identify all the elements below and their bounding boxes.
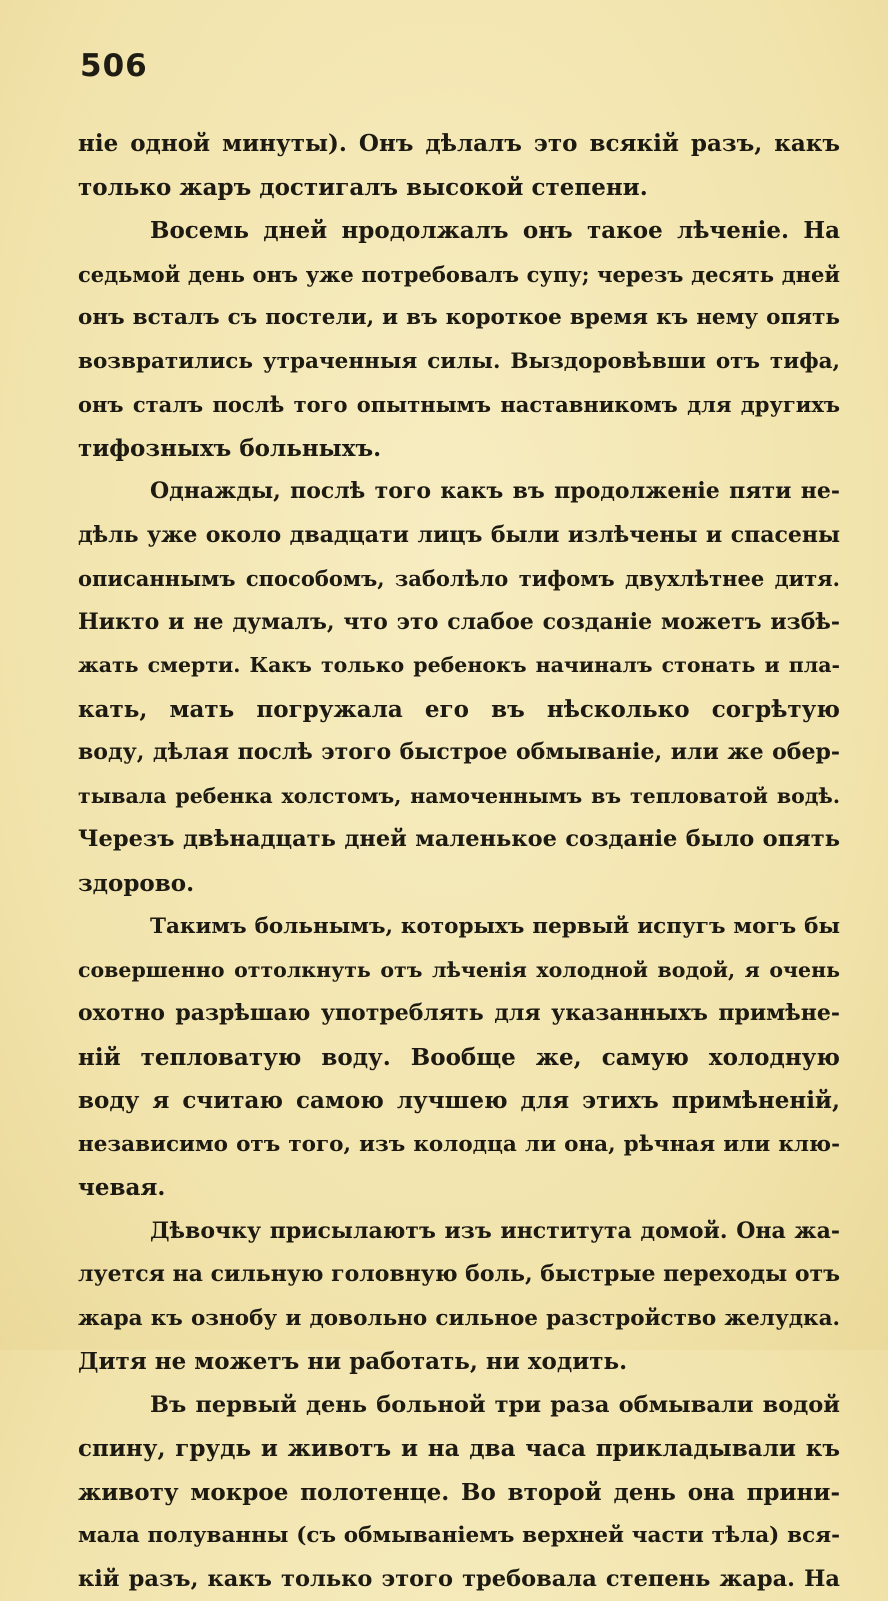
text-line: онъ всталъ съ постели, и въ короткое время къ нему опять [78, 296, 840, 340]
text-line: возвратились утраченныя силы. Выздоровѣвши отъ тифа, [78, 340, 840, 384]
text-line: воду я считаю самою лучшею для этихъ примѣненій, [78, 1079, 840, 1123]
text-line: животу мокрое полотенце. Во второй день она прини- [78, 1471, 840, 1515]
text-line: ній тепловатую воду. Вообще же, самую холодную [78, 1036, 840, 1080]
text-line: только жаръ достигалъ высокой степени. [78, 166, 840, 210]
text-line: Черезъ двѣнадцать дней маленькое созданіе было опять [78, 818, 840, 862]
text-line: жара къ ознобу и довольно сильное разстройство желудка. [78, 1297, 840, 1341]
text-line: ніе одной минуты). Онъ дѣлалъ это всякій разъ, какъ [78, 122, 840, 166]
text-line: тывала ребенка холстомъ, намоченнымъ въ тепловатой водѣ. [78, 775, 840, 819]
text-line: мала полуванны (съ обмываніемъ верхней части тѣла) вся- [78, 1514, 840, 1558]
text-line: тифозныхъ больныхъ. [78, 427, 840, 471]
text-line: Дитя не можетъ ни работать, ни ходить. [78, 1340, 840, 1384]
text-line: кать, мать погружала его въ нѣсколько согрѣтую [78, 688, 840, 732]
text-line: спину, грудь и животъ и на два часа прикладывали къ [78, 1427, 840, 1471]
text-line: Такимъ больнымъ, которыхъ первый испугъ могъ бы [78, 905, 840, 949]
text-line: луется на сильную головную боль, быстрые переходы отъ [78, 1253, 840, 1297]
text-line: Дѣвочку присылаютъ изъ института домой. Она жа- [78, 1210, 840, 1254]
text-line: чевая. [78, 1166, 840, 1210]
text-line: кій разъ, какъ только этого требовала степень жара. На [78, 1558, 840, 1601]
text-line: жать смерти. Какъ только ребенокъ начиналъ стонать и пла- [78, 644, 840, 688]
text-line: Восемь дней нродолжалъ онъ такое лѣченіе. На [78, 209, 840, 253]
text-line: описаннымъ способомъ, заболѣло тифомъ двухлѣтнее дитя. [78, 557, 840, 601]
text-line: онъ сталъ послѣ того опытнымъ наставникомъ для другихъ [78, 383, 840, 427]
text-line: Однажды, послѣ того какъ въ продолженіе пяти не- [78, 470, 840, 514]
text-line: здорово. [78, 862, 840, 906]
text-line: Въ первый день больной три раза обмывали водой [78, 1384, 840, 1428]
text-line: седьмой день онъ уже потребовалъ супу; черезъ десять дней [78, 253, 840, 297]
text-block [78, 122, 840, 1601]
text-line: дѣль уже около двадцати лицъ были излѣчены и спасены [78, 514, 840, 558]
page-number: 506 [80, 48, 148, 84]
text-line: совершенно оттолкнуть отъ лѣченія холодной водой, я очень [78, 949, 840, 993]
text-line: охотно разрѣшаю употреблять для указанныхъ примѣне- [78, 992, 840, 1036]
text-line: Никто и не думалъ, что это слабое созданіе можетъ избѣ- [78, 601, 840, 645]
text-line: воду, дѣлая послѣ этого быстрое обмываніе, или же обер- [78, 731, 840, 775]
text-line: независимо отъ того, изъ колодца ли она, рѣчная или клю- [78, 1123, 840, 1167]
